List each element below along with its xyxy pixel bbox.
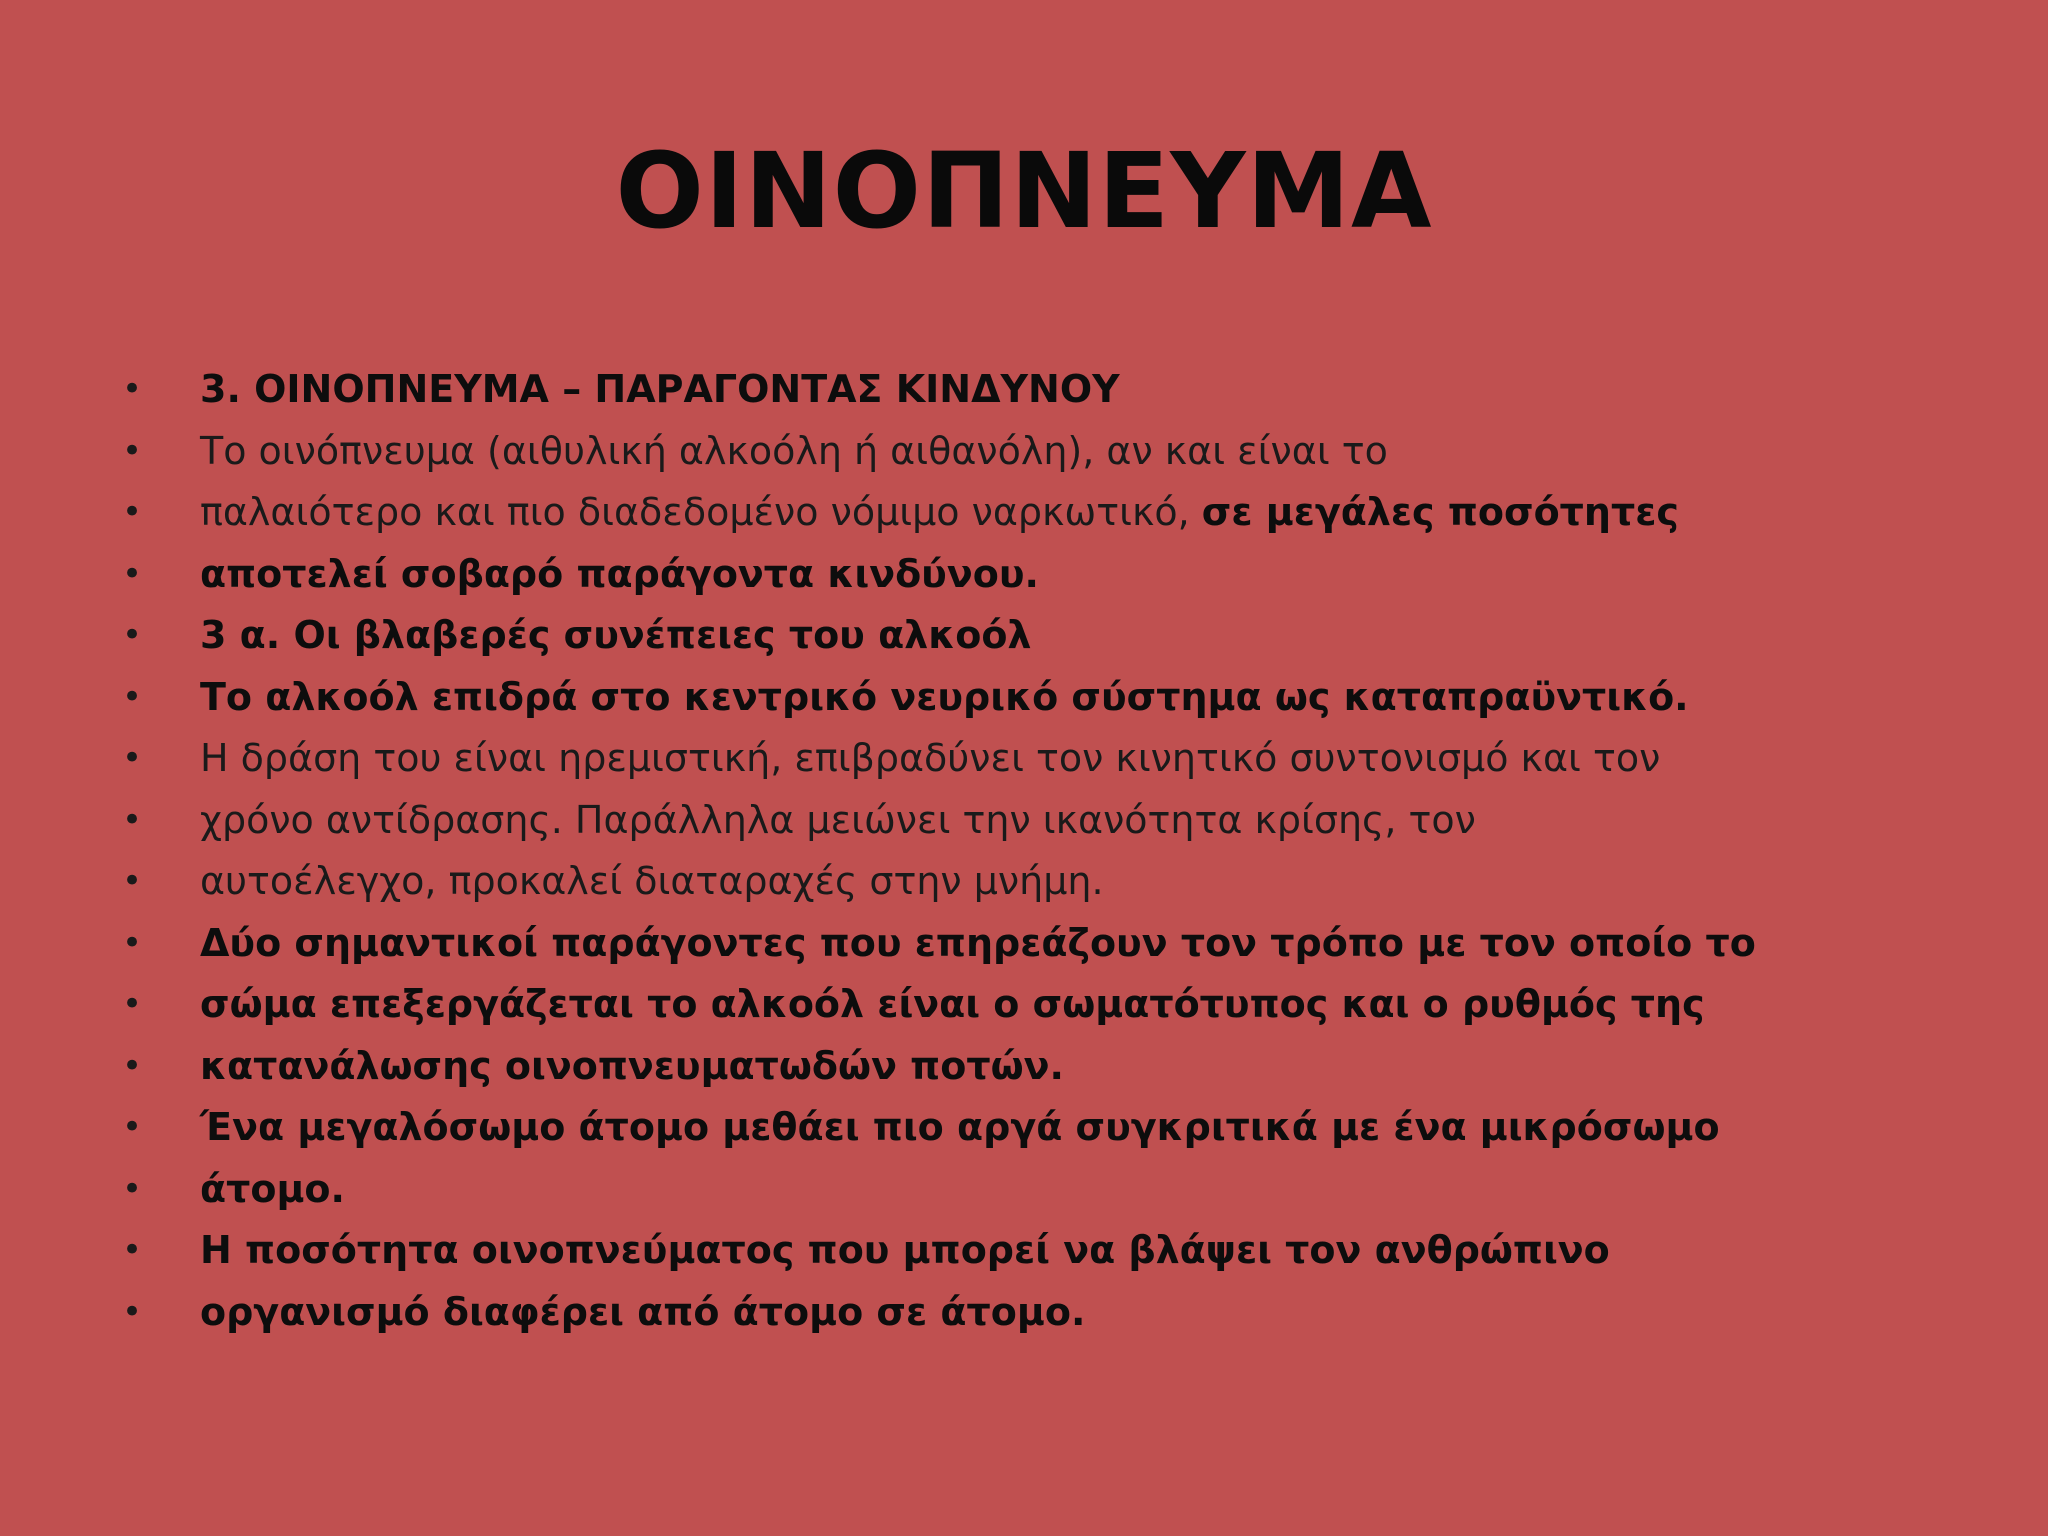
- bullet-point-icon: •: [122, 799, 143, 840]
- bullet-line: [122, 1282, 2002, 1344]
- bullet-text: [200, 544, 1039, 606]
- bullet-line: [122, 1159, 2002, 1221]
- bullet-point-icon: •: [122, 861, 143, 901]
- bullet-point-icon: •: [122, 1107, 143, 1147]
- bullet-line: [122, 359, 2002, 421]
- bullet-line: [122, 605, 2002, 667]
- bullet-line: [122, 913, 2002, 975]
- bullet-point-icon: •: [122, 1168, 143, 1209]
- bullet-line: [122, 1097, 2002, 1159]
- bullet-list: [122, 359, 2002, 1343]
- bullet-text: [200, 1036, 1064, 1098]
- bullet-line: [122, 1220, 2002, 1282]
- bullet-text: [200, 790, 1476, 852]
- bullet-point-icon: •: [122, 984, 143, 1024]
- text-segment: Η δράση του είναι ηρεμιστική, επιβραδύνει τον κινητικό συντονισμό και τον: [200, 736, 1661, 780]
- bold-text-segment: Δύο σημαντικοί παράγοντες που επηρεάζουν τον τρόπο με τον οποίο το: [200, 920, 1756, 965]
- bullet-point-icon: •: [122, 738, 143, 778]
- bullet-point-icon: •: [122, 553, 143, 594]
- bullet-text: [200, 359, 1120, 421]
- bullet-line: [122, 421, 2002, 483]
- bold-text-segment: 3. ΟΙΝΟΠΝΕΥΜΑ – ΠΑΡΑΓΟΝΤΑΣ ΚΙΝΔΥΝΟΥ: [200, 367, 1120, 411]
- bullet-point-icon: •: [122, 676, 143, 717]
- bullet-point-icon: •: [122, 615, 143, 655]
- bold-text-segment: κατανάλωσης οινοπνευματωδών ποτών.: [200, 1043, 1064, 1088]
- bullet-text: [200, 667, 1689, 729]
- text-segment: χρόνο αντίδρασης. Παράλληλα μειώνει την ικανότητα κρίσης, τον: [200, 797, 1476, 842]
- bullet-text: [200, 1097, 1720, 1159]
- bullet-line: [122, 974, 2002, 1036]
- bullet-text: [200, 974, 1705, 1036]
- bullet-text: [200, 1220, 1610, 1282]
- bullet-text: [200, 1159, 345, 1221]
- text-segment: παλαιότερο και πιο διαδεδομένο νόμιμο ναρκωτικό,: [200, 490, 1202, 534]
- bullet-text: [200, 728, 1660, 790]
- bullet-text: [200, 605, 1031, 667]
- bold-text-segment: αποτελεί σοβαρό παράγοντα κινδύνου.: [200, 551, 1039, 596]
- bullet-line: [122, 667, 2002, 729]
- bullet-point-icon: •: [122, 1291, 143, 1332]
- bullet-text: [200, 482, 1679, 544]
- bullet-point-icon: •: [122, 1230, 143, 1270]
- bullet-point-icon: •: [122, 430, 143, 471]
- bullet-point-icon: •: [122, 492, 143, 532]
- bullet-point-icon: •: [122, 922, 143, 963]
- bold-text-segment: άτομο.: [200, 1166, 345, 1211]
- text-segment: αυτοέλεγχο, προκαλεί διαταραχές στην μνήμη.: [200, 859, 1104, 903]
- bullet-line: [122, 1036, 2002, 1098]
- bold-text-segment: Το αλκοόλ επιδρά στο κεντρικό νευρικό σύστημα ως καταπραϋντικό.: [200, 674, 1689, 719]
- bullet-text: [200, 1282, 1085, 1344]
- bold-text-segment: σε μεγάλες ποσότητες: [1201, 490, 1679, 534]
- bullet-line: [122, 482, 2002, 544]
- bold-text-segment: σώμα επεξεργάζεται το αλκοόλ είναι ο σωματότυπος και ο ρυθμός της: [200, 982, 1705, 1026]
- bold-text-segment: Η ποσότητα οινοπνεύματος που μπορεί να βλάψει τον ανθρώπινο: [200, 1228, 1610, 1272]
- bullet-line: [122, 790, 2002, 852]
- bullet-point-icon: •: [122, 1045, 143, 1086]
- slide-title: ΟΙΝΟΠΝΕΥΜΑ: [615, 130, 1433, 252]
- bold-text-segment: Ένα μεγαλόσωμο άτομο μεθάει πιο αργά συγκριτικά με ένα μικρόσωμο: [200, 1105, 1720, 1149]
- text-segment: Το οινόπνευμα (αιθυλική αλκοόλη ή αιθανόλη), αν και είναι το: [200, 428, 1388, 473]
- bullet-line: [122, 728, 2002, 790]
- bullet-text: [200, 851, 1104, 913]
- bullet-point-icon: •: [122, 369, 143, 409]
- bullet-line: [122, 851, 2002, 913]
- bold-text-segment: 3 α. Οι βλαβερές συνέπειες του αλκοόλ: [200, 613, 1032, 657]
- bullet-text: [200, 913, 1756, 975]
- bold-text-segment: οργανισμό διαφέρει από άτομο σε άτομο.: [200, 1289, 1086, 1334]
- bullet-text: [200, 421, 1388, 483]
- bullet-line: [122, 544, 2002, 606]
